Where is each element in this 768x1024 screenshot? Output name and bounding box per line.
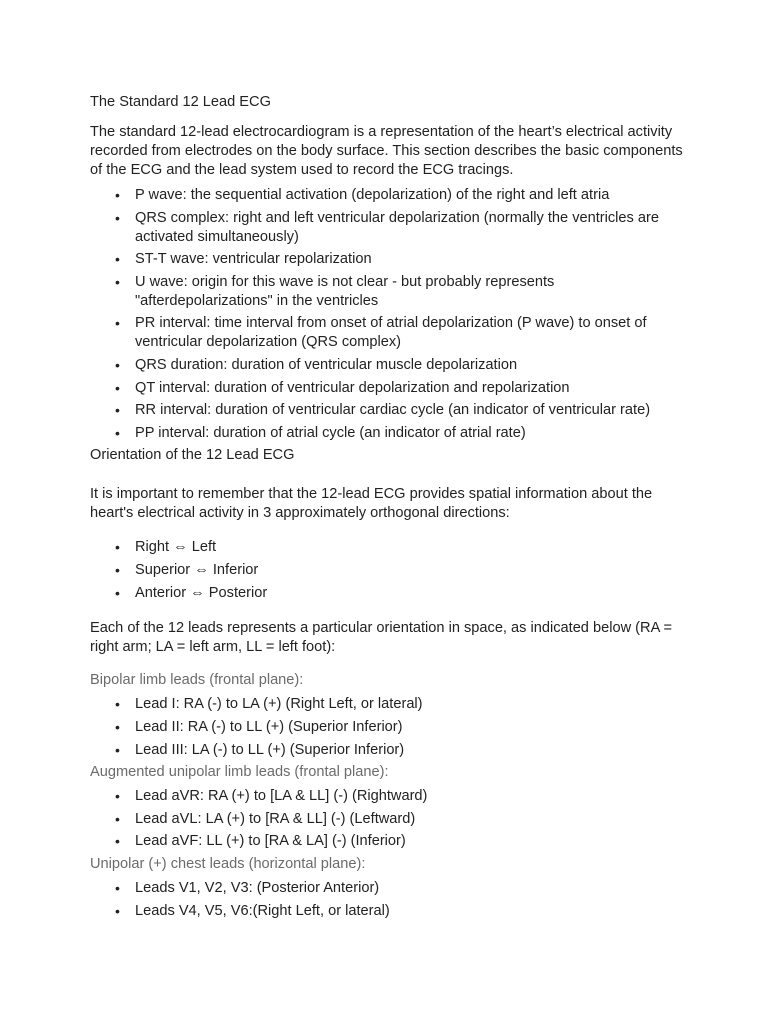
list-item: • Lead aVR: RA (+) to [LA & LL] (-) (Rightward)	[90, 787, 690, 806]
directions-list	[90, 538, 690, 603]
intro-paragraph: The standard 12-lead electrocardiogram is a representation of the heart’s electrical activity recorded from electrodes on the body surface. This section describes the basic components of the ECG and the lead system used to record the ECG tracings.	[90, 124, 683, 178]
list-item: • U wave: origin for this wave is not clear - but probably represents "afterdepolarizations" in the ventricles	[90, 273, 690, 311]
list-item: • P wave: the sequential activation (depolarization) of the right and left atria	[90, 186, 690, 205]
chest-heading: Unipolar (+) chest leads (horizontal plane):	[90, 855, 366, 872]
list-item: • RR interval: duration of ventricular cardiac cycle (an indicator of ventricular rate)	[90, 401, 690, 420]
augmented-leads-list	[90, 787, 690, 851]
list-item: • Lead aVL: LA (+) to [RA & LL] (-) (Leftward)	[90, 810, 690, 829]
list-item: • Leads V4, V5, V6:(Right Left, or lateral)	[90, 902, 690, 921]
list-item: • Lead III: LA (-) to LL (+) (Superior Inferior)	[90, 741, 690, 760]
list-item: • Anterior ⇔ Posterior	[90, 584, 690, 603]
list-item: • Lead II: RA (-) to LL (+) (Superior Inferior)	[90, 718, 690, 737]
list-item: • ST-T wave: ventricular repolarization	[90, 250, 690, 269]
list-item: • PP interval: duration of atrial cycle (an indicator of atrial rate)	[90, 424, 690, 443]
list-item: • Lead aVF: LL (+) to [RA & LA] (-) (Inferior)	[90, 832, 690, 851]
list-item: • QRS complex: right and left ventricular depolarization (normally the ventricles are activated simultaneously)	[90, 209, 690, 247]
list-item: • QRS duration: duration of ventricular muscle depolarization	[90, 356, 690, 375]
list-item: • Right ⇔ Left	[90, 538, 690, 557]
orientation-heading: Orientation of the 12 Lead ECG	[90, 447, 295, 464]
list-item: • Superior ⇔ Inferior	[90, 561, 690, 580]
list-item: • PR interval: time interval from onset of atrial depolarization (P wave) to onset of ventricular depolarization (QRS complex)	[90, 314, 690, 352]
document-page	[90, 93, 690, 924]
leads-paragraph: Each of the 12 leads represents a particular orientation in space, as indicated below (RA = right arm; LA = left arm, LL = left foot):	[90, 620, 673, 656]
components-list	[90, 186, 690, 443]
document-title: The Standard 12 Lead ECG	[90, 94, 271, 110]
list-item: • QT interval: duration of ventricular depolarization and repolarization	[90, 379, 690, 398]
orientation-paragraph: It is important to remember that the 12-lead ECG provides spatial information about the heart's electrical activity in 3 approximately orthogonal directions:	[90, 486, 653, 522]
augmented-heading: Augmented unipolar limb leads (frontal plane):	[90, 764, 389, 781]
chest-leads-list	[90, 879, 690, 921]
list-item: • Lead I: RA (-) to LA (+) (Right Left, or lateral)	[90, 695, 690, 714]
bipolar-heading: Bipolar limb leads (frontal plane):	[90, 672, 304, 689]
list-item: • Leads V1, V2, V3: (Posterior Anterior)	[90, 879, 690, 898]
bipolar-leads-list	[90, 695, 690, 759]
